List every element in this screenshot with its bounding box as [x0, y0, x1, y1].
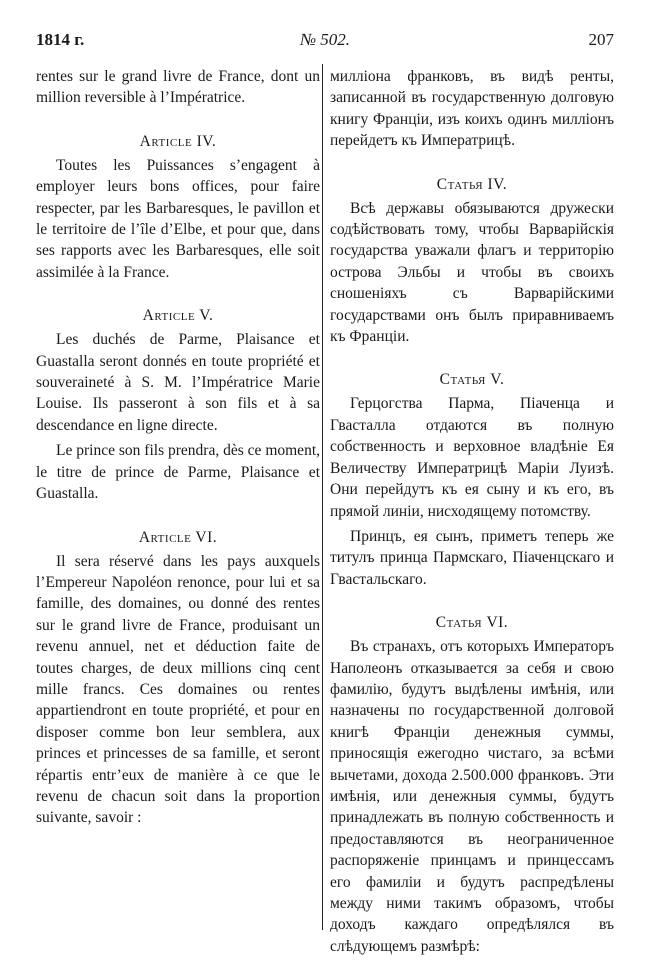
- header-document-number: № 502.: [299, 30, 351, 49]
- russian-intro: милліона франковъ, въ видѣ ренты, записанной въ государственную долговую книгу Франціи, изъ коихъ одинъ милліонъ перейдетъ къ Императрицѣ.: [330, 68, 614, 150]
- french-article-4-heading: Article IV.: [139, 132, 217, 150]
- russian-article-5-heading: Статья V.: [439, 371, 505, 389]
- page-header: [36, 30, 614, 56]
- french-article-4-text: Toutes les Puissances s’engagent à employer leurs bons offices, pour faire respecter, par les Barbaresques, le pavillon et le territoire de l’île d’Elbe, et pour que, dans ses rapports avec les Barbaresques, elle soit assimilée à la France.: [36, 156, 320, 281]
- header-page-number: 207: [588, 30, 614, 49]
- french-intro: rentes sur le grand livre de France, dont un million reversible à l’Impératrice.: [36, 68, 320, 107]
- french-article-5-text-1: Les duchés de Parme, Plaisance et Guastalla seront donnés en toute propriété et souveraineté à S. M. l’Impératrice Marie Louise. Ils passeront à son fils et à sa descendance en ligne directe.: [36, 331, 320, 434]
- french-article-5-heading: Article V.: [142, 307, 214, 325]
- russian-article-6-heading: Статья VI.: [435, 614, 509, 632]
- russian-article-5-text-2: Принцъ, ея сынъ, приметъ теперь же титулъ принца Пармскаго, Піаченцскаго и Гвастальскаго.: [330, 527, 614, 588]
- russian-article-4-text: Всѣ державы обязываются дружески содѣйствовать тому, чтобы Варварійскія государства уважали флагъ и территорію острова Эльбы и чтобы въ своихъ сношеніяхъ съ Варварійскими государствами онъ былъ приравниваемъ къ Франціи.: [330, 199, 614, 346]
- russian-article-6-text: Въ странахъ, отъ которыхъ Императоръ Наполеонъ отказывается за себя и свою фамилію, будутъ выдѣлены имѣнія, или назначены по государственной долговой книгѣ Франціи денежныя суммы, приносящія ежегодно чистаго, за всѣми вычетами, дохода 2.500.000 франковъ. Эти имѣнія, или денежныя суммы, будутъ принадлежать въ полную собственность и предоставляются въ неограниченное распоряженіе принцамъ и принцессамъ его фамиліи и будутъ распредѣлены между ними такимъ образомъ, чтобы доходъ каждаго опредѣлялся въ слѣдующемъ размѣрѣ:: [330, 638, 614, 955]
- russian-article-5-text-1: Герцогства Парма, Піаченца и Гвасталла отдаются въ полную собственность и верховное владѣніе Ея Величеству Императрицѣ Маріи Луизѣ. Они перейдутъ къ ея сыну и къ его, въ прямой линіи, нисходящему потомству.: [330, 395, 614, 520]
- header-year: 1814 г.: [36, 30, 85, 49]
- french-article-6-heading: Article VI.: [138, 528, 218, 546]
- french-article-6-text: Il sera réservé dans les pays auxquels l’Empereur Napoléon renonce, pour lui et sa famille, des domaines, ou donné des rentes sur le grand livre de France, produisant un revenu annuel, net et déduction faite de toutes charges, de deux millions cinq cent mille francs. Ces domaines ou rentes appartiendront en toute propriété, et pour en disposer comme bon leur semblera, aux princes et princesses de sa famille, et seront répartis entr’eux de manière à ce que le revenu de chacun soit dans la proportion suivante, savoir :: [36, 552, 320, 827]
- column-divider: [322, 64, 323, 930]
- french-article-5-text-2: Le prince son fils prendra, dès ce moment, le titre de prince de Parme, Plaisance et Guastalla.: [36, 442, 320, 503]
- russian-column: [330, 66, 614, 957]
- french-column: [36, 66, 320, 829]
- russian-article-4-heading: Статья IV.: [436, 175, 508, 193]
